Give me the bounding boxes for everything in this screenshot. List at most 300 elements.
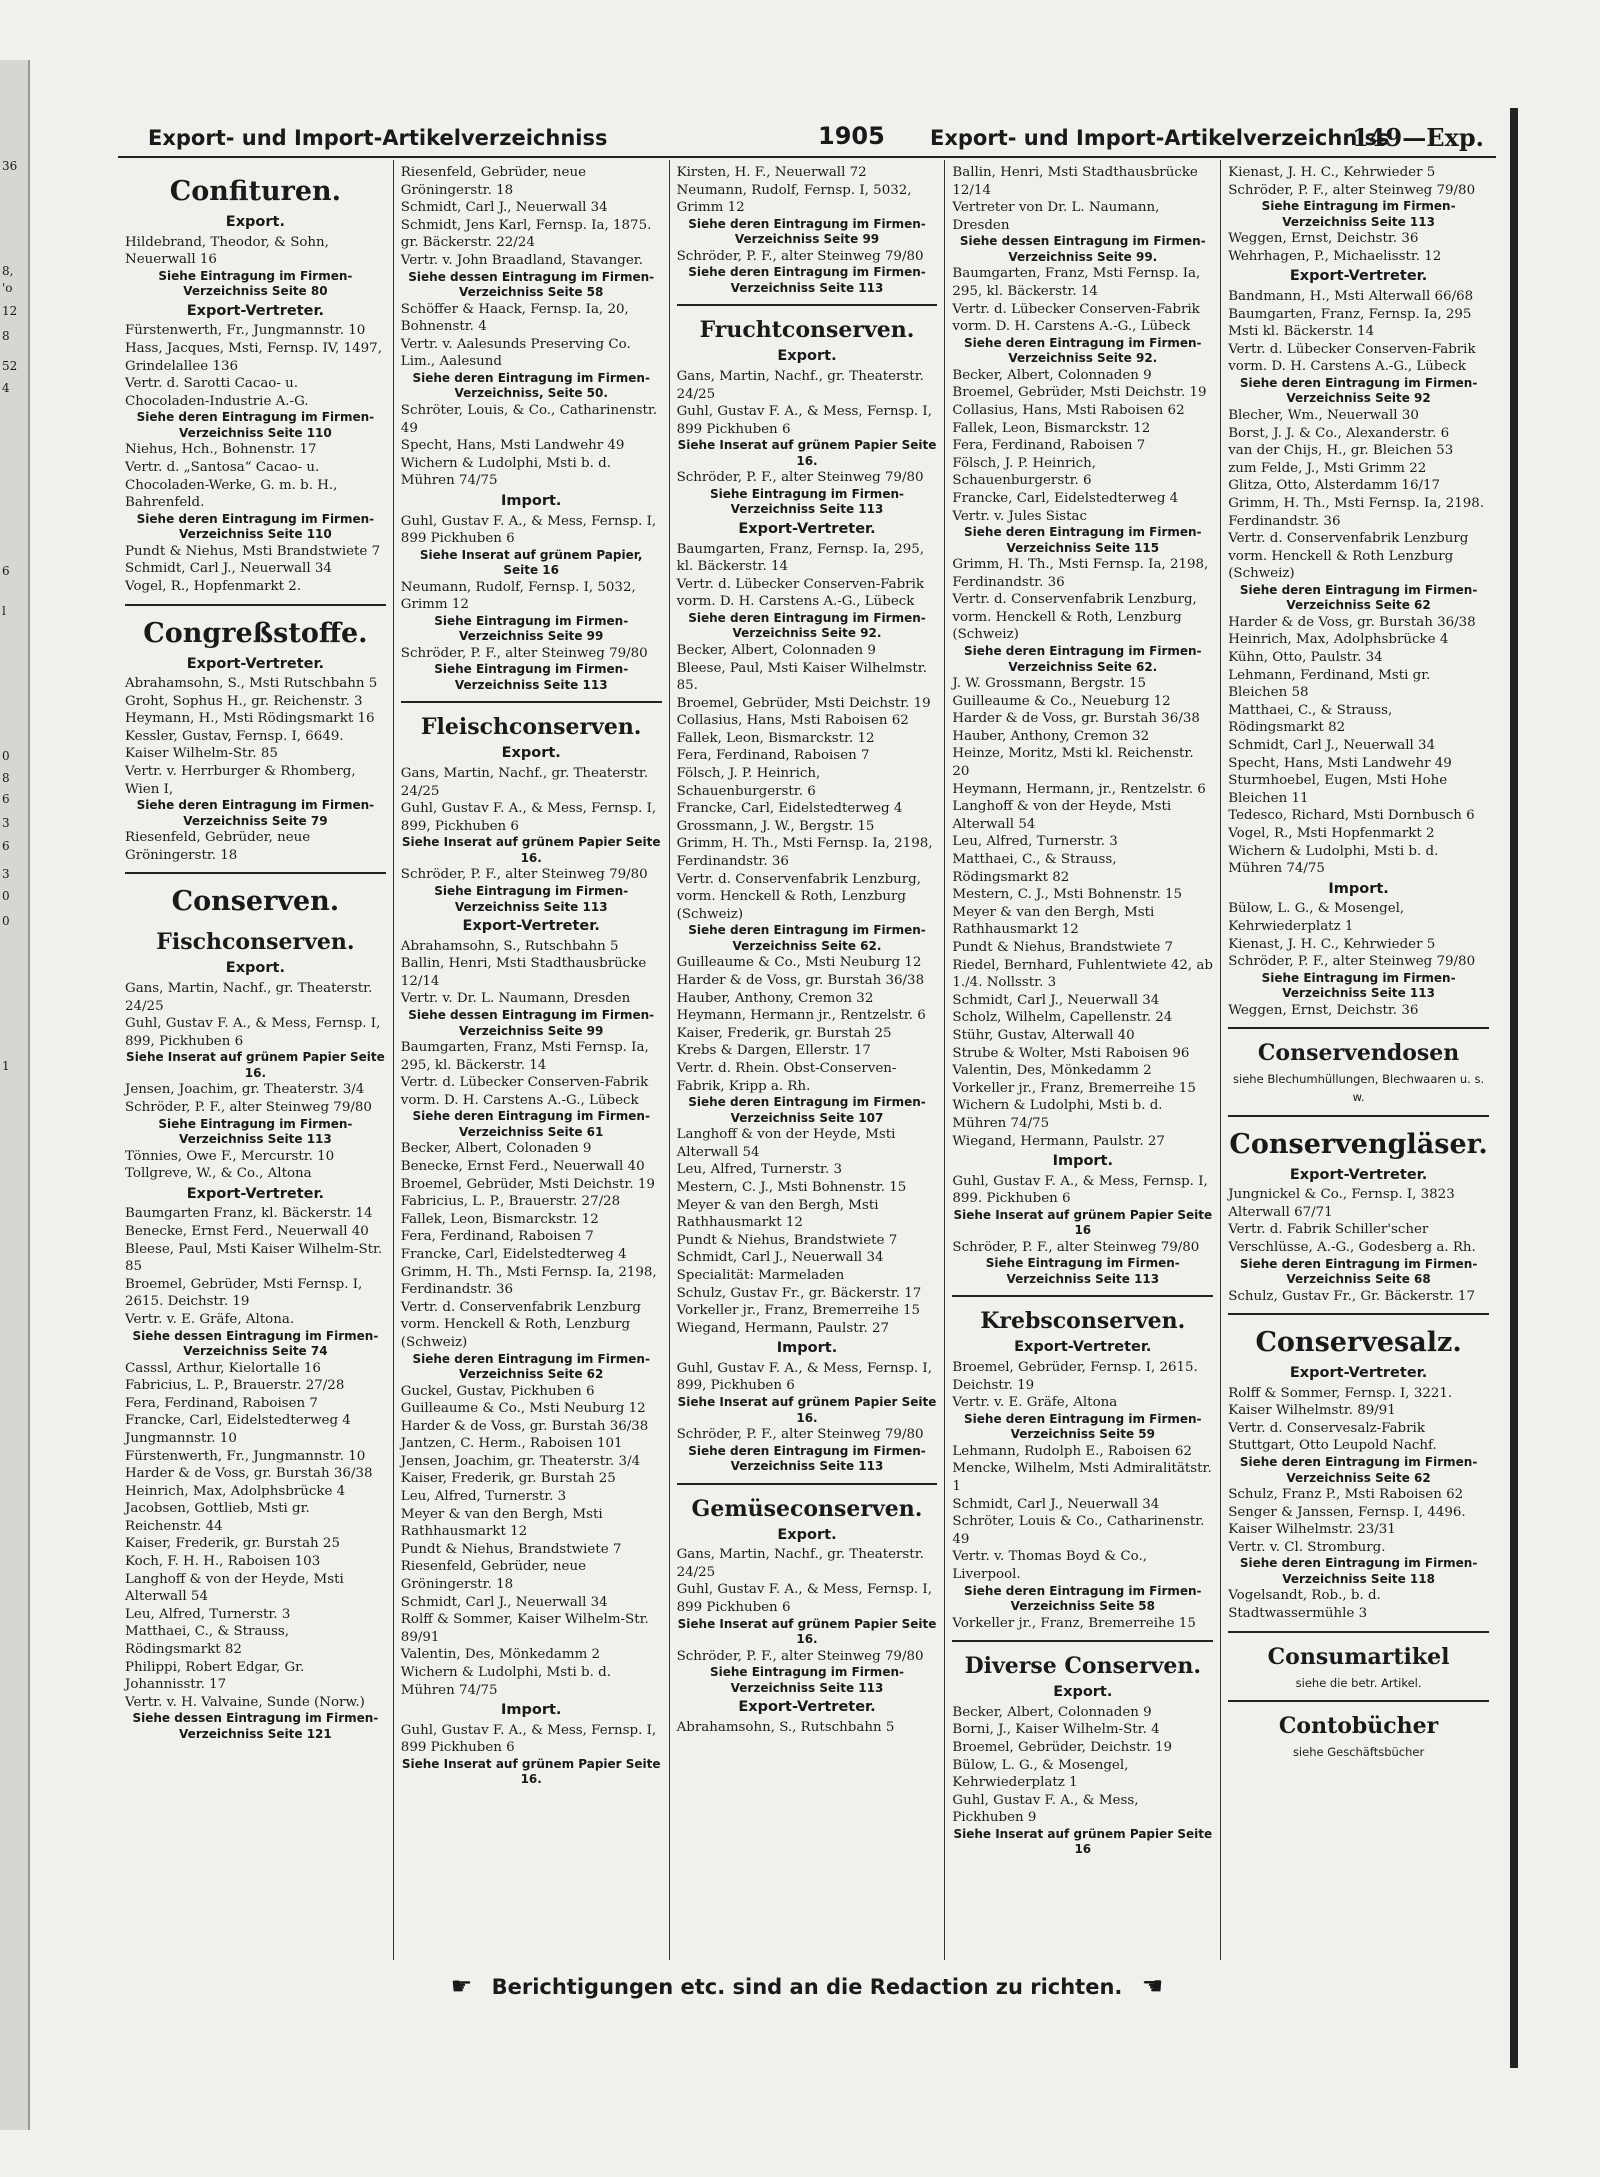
directory-entry: Guhl, Gustav F. A., & Mess, Fernsp. I, 899 Pickhuben 6 xyxy=(400,1722,657,1756)
directory-entry: Baumgarten, Franz, Fernsp. Ia, 295 Msti kl. Bäckerstr. 14 xyxy=(1228,306,1472,340)
directory-entry: Vorkeller jr., Franz, Bremerreihe 15 xyxy=(952,1080,1196,1096)
directory-entry: Tollgreve, W., & Co., Altona xyxy=(125,1166,312,1182)
directory-entry: Riesenfeld, Gebrüder, neue Gröningerstr. 18 xyxy=(400,165,587,198)
cross-reference-note: Siehe Inserat auf grünem Papier, Seite 16 xyxy=(419,547,643,578)
cross-reference-note: Siehe dessen Eintragung im Firmen-Verzeichniss Seite 99. xyxy=(959,234,1206,264)
directory-entry: Schmidt, Carl J., Neuerwall 34 xyxy=(676,1250,884,1266)
cross-reference-note: Siehe deren Eintragung im Firmen-Verzeichniss Seite 59 xyxy=(964,1411,1202,1442)
directory-entry: Schmidt, Jens Karl, Fernsp. Ia, 1875. gr. Bäckerstr. 22/24 xyxy=(400,217,652,251)
directory-entry: Schmidt, Carl J., Neuerwall 34 xyxy=(125,561,332,577)
directory-entry: Schröter, Louis & Co., Catharinenstr. 49 xyxy=(952,1514,1205,1547)
directory-entry: Matthaei, C., & Strauss, Rödingsmarkt 82 xyxy=(952,852,1117,885)
category-label: Import. xyxy=(500,492,562,509)
directory-entry: Wichern & Ludolphi, Msti b. d. Mühren 74/75 xyxy=(952,1098,1163,1131)
pointing-hand-right-icon: ☚ xyxy=(1141,1972,1164,2000)
section-divider xyxy=(1228,1115,1489,1117)
directory-entry: Harder & de Voss, gr. Burstah 36/38 xyxy=(1228,614,1476,630)
category-label: Export. xyxy=(501,745,561,762)
directory-entry: Vertr. d. Sarotti Cacao- u. Chocoladen-Industrie A.-G. xyxy=(125,376,309,409)
directory-entry: Meyer & van den Bergh, Msti Rathhausmarkt 12 xyxy=(400,1506,603,1540)
directory-entry: Schröder, P. F., alter Steinweg 79/80 xyxy=(676,1648,924,1664)
header-year: 1905 xyxy=(818,122,885,150)
directory-entry: Fölsch, J. P. Heinrich, Schauenburgerstr. 6 xyxy=(952,455,1097,489)
directory-entry: Heymann, Hermann, jr., Rentzelstr. 6 xyxy=(952,781,1206,797)
category-label: Import. xyxy=(776,1340,838,1357)
directory-entry: Vertr. v. E. Gräfe, Altona xyxy=(952,1395,1118,1411)
directory-entry: Fera, Ferdinand, Raboisen 7 xyxy=(400,1229,594,1245)
section-divider xyxy=(1228,1027,1489,1029)
directory-entry: Kessler, Gustav, Fernsp. I, 6649. Kaiser Wilhelm-Str. 85 xyxy=(125,728,344,762)
directory-entry: Grimm, H. Th., Msti Fernsp. Ia, 2198. Ferdinandstr. 36 xyxy=(1228,495,1485,529)
cross-reference-note: Siehe Inserat auf grünem Papier Seite 16. xyxy=(401,1756,661,1787)
directory-entry: Meyer & van den Bergh, Msti Rathhausmarkt 12 xyxy=(676,1197,879,1231)
directory-entry: Vertr. v. Jules Sistac xyxy=(952,508,1087,524)
cross-reference-note: Siehe deren Eintragung im Firmen-Verzeichniss Seite 79 xyxy=(136,798,375,828)
directory-entry: Kühn, Otto, Paulstr. 34 xyxy=(1228,650,1383,666)
see-also-note: siehe die betr. Artikel. xyxy=(1295,1675,1422,1690)
directory-entry: Bülow, L. G., & Mosengel, Kehrwiederplatz 1 xyxy=(952,1757,1129,1791)
directory-entry: Neumann, Rudolf, Fernsp. I, 5032, Grimm 12 xyxy=(676,182,912,216)
directory-entry: Fabricius, L. P., Brauerstr. 27/28 xyxy=(125,1378,345,1394)
section-heading: Confituren. xyxy=(169,176,342,207)
directory-entry: Heymann, H., Msti Rödingsmarkt 16 xyxy=(125,711,375,727)
directory-entry: Jacobsen, Gottlieb, Msti gr. Reichenstr. 44 xyxy=(125,1501,310,1534)
directory-entry: Baumgarten, Franz, Msti Fernsp. Ia, 295, kl. Bäckerstr. 14 xyxy=(952,266,1201,299)
directory-entry: zum Felde, J., Msti Grimm 22 xyxy=(1228,460,1427,476)
directory-entry: Langhoff & von der Heyde, Msti Alterwall 54 xyxy=(125,1571,344,1605)
directory-entry: Vertr. v. Dr. L. Naumann, Dresden xyxy=(400,991,631,1007)
cross-reference-note: Siehe deren Eintragung im Firmen-Verzeichniss Seite 92 xyxy=(1239,375,1478,406)
directory-entry: Valentin, Des, Mönkedamm 2 xyxy=(952,1063,1152,1079)
cross-reference-note: Siehe deren Eintragung im Firmen-Verzeichniss Seite 115 xyxy=(964,525,1202,555)
directory-entry: Abrahamsohn, S., Rutschbahn 5 xyxy=(676,1719,895,1735)
directory-entry: Fera, Ferdinand, Raboisen 7 xyxy=(125,1395,318,1411)
directory-entry: Wehrhagen, P., Michaelisstr. 12 xyxy=(1228,248,1442,264)
directory-entry: Schröder, P. F., alter Steinweg 79/80 xyxy=(1228,954,1476,970)
directory-entry: Vertreter von Dr. L. Naumann, Dresden xyxy=(952,200,1160,233)
directory-entry: Mestern, C. J., Msti Bohnenstr. 15 xyxy=(676,1179,907,1195)
category-label: Export-Vertreter. xyxy=(738,520,876,537)
directory-entry: Grimm, H. Th., Msti Fernsp. Ia, 2198, Ferdinandstr. 36 xyxy=(676,836,933,870)
cross-reference-note: Siehe Inserat auf grünem Papier Seite 16. xyxy=(677,1395,937,1425)
directory-entry: Becker, Albert, Colonnaden 9 xyxy=(952,1704,1152,1720)
directory-entry: Grimm, H. Th., Msti Fernsp. Ia, 2198, Ferdinandstr. 36 xyxy=(400,1264,657,1298)
directory-entry: Senger & Janssen, Fernsp. I, 4496. Kaiser Wilhelmstr. 23/31 xyxy=(1228,1504,1466,1538)
directory-entry: Ballin, Henri, Msti Stadthausbrücke 12/14 xyxy=(400,956,647,989)
directory-entry: Leu, Alfred, Turnerstr. 3 xyxy=(125,1606,291,1622)
cross-reference-note: Siehe dessen Eintragung im Firmen-Verzeichniss Seite 74 xyxy=(132,1328,379,1359)
directory-entry: Langhoff & von der Heyde, Msti Alterwall 54 xyxy=(952,799,1172,832)
see-also-note: siehe Geschäftsbücher xyxy=(1292,1745,1425,1760)
category-label: Export. xyxy=(777,348,837,365)
directory-entry: Lehmann, Rudolph E., Raboisen 62 xyxy=(952,1443,1192,1459)
directory-entry: Vertr. d. Conservesalz-Fabrik Stuttgart, Otto Leupold Nachf. xyxy=(1228,1420,1437,1454)
directory-entry: Rolff & Sommer, Fernsp. I, 3221. Kaiser Wilhelmstr. 89/91 xyxy=(1228,1385,1453,1419)
directory-entry: Fürstenwerth, Fr., Jungmannstr. 10 xyxy=(125,323,366,339)
directory-entry: Jungmannstr. 10 xyxy=(125,1430,237,1446)
directory-entry: Lehmann, Ferdinand, Msti gr. Bleichen 58 xyxy=(1228,667,1431,701)
cross-reference-note: Siehe Inserat auf grünem Papier Seite 16 xyxy=(953,1826,1213,1857)
margin-mark: 'o xyxy=(2,281,13,295)
cross-reference-note: Siehe Inserat auf grünem Papier Seite 16 xyxy=(953,1207,1213,1238)
directory-entry: Broemel, Gebrüder, Deichstr. 19 xyxy=(952,1739,1172,1755)
directory-entry: Guilleaume & Co., Msti Neuburg 12 xyxy=(676,955,922,971)
cross-reference-note: Siehe deren Eintragung im Firmen-Verzeichniss Seite 99 xyxy=(688,216,926,247)
directory-entry: Fölsch, J. P. Heinrich, Schauenburgerstr. 6 xyxy=(676,766,821,799)
category-label: Export-Vertreter. xyxy=(462,918,600,935)
directory-entry: Langhoff & von der Heyde, Msti Alterwall 54 xyxy=(676,1127,896,1160)
directory-entry: Guhl, Gustav F. A., & Mess, Fernsp. I, 899, Pickhuben 6 xyxy=(125,1016,381,1049)
directory-entry: Vertr. v. Herrburger & Rhomberg, Wien I, xyxy=(125,764,356,797)
directory-entry: Fallek, Leon, Bismarckstr. 12 xyxy=(952,420,1151,436)
cross-reference-note: Siehe dessen Eintragung im Firmen-Verzeichniss Seite 121 xyxy=(132,1711,379,1741)
column-2 xyxy=(394,160,670,1960)
directory-entry: Heymann, Hermann jr., Rentzelstr. 6 xyxy=(676,1008,926,1024)
directory-entry: Niehus, Hch., Bohnenstr. 17 xyxy=(125,442,317,458)
cross-reference-note: Siehe deren Eintragung im Firmen-Verzeichniss Seite 113 xyxy=(688,1443,926,1474)
directory-entry: Jungnickel & Co., Fernsp. I, 3823 Alterwall 67/71 xyxy=(1228,1187,1455,1220)
section-divider xyxy=(677,1483,938,1485)
directory-entry: Bandmann, H., Msti Alterwall 66/68 xyxy=(1228,288,1474,304)
directory-entry: Kienast, J. H. C., Kehrwieder 5 xyxy=(1228,165,1436,180)
cross-reference-note: Siehe dessen Eintragung im Firmen-Verzeichniss Seite 58 xyxy=(408,269,655,300)
directory-entry: Vertr. d. Conservenfabrik Lenzburg vorm. Henckell & Roth, Lenzburg (Schweiz) xyxy=(400,1299,641,1350)
directory-entry: Schröder, P. F., alter Steinweg 79/80 xyxy=(1228,182,1476,198)
directory-entry: Specialität: Marmeladen xyxy=(676,1267,845,1283)
subsection-heading: Fleischconserven. xyxy=(420,714,642,741)
cross-reference-note: Siehe deren Eintragung im Firmen-Verzeichniss Seite 113 xyxy=(688,265,926,295)
directory-entry: Blecher, Wm., Neuerwall 30 xyxy=(1228,407,1419,423)
directory-entry: Becker, Albert, Colonnaden 9 xyxy=(676,642,876,658)
directory-entry: Jensen, Joachim, gr. Theaterstr. 3/4 xyxy=(400,1453,641,1469)
cross-reference-note: Siehe Inserat auf grünem Papier Seite 16. xyxy=(126,1050,385,1080)
directory-entry: Fera, Ferdinand, Raboisen 7 xyxy=(952,438,1146,454)
subsection-heading: Fischconserven. xyxy=(156,929,355,956)
cross-reference-note: Siehe Eintragung im Firmen-Verzeichniss Seite 113 xyxy=(434,662,629,692)
margin-mark: l xyxy=(2,604,6,618)
directory-entry: Bülow, L. G., & Mosengel, Kehrwiederplatz 1 xyxy=(1228,901,1405,934)
directory-columns xyxy=(118,160,1496,1960)
directory-entry: van der Chijs, H., gr. Bleichen 53 xyxy=(1228,443,1454,459)
directory-entry: Benecke, Ernst Ferd., Neuerwall 40 xyxy=(400,1158,645,1174)
directory-entry: Groht, Sophus H., gr. Reichenstr. 3 xyxy=(125,693,363,709)
directory-entry: Guilleaume & Co., Msti Neuburg 12 xyxy=(400,1401,646,1417)
cross-reference-note: Siehe deren Eintragung im Firmen-Verzeichniss Seite 62. xyxy=(964,644,1202,674)
directory-entry: Pundt & Niehus, Brandstwiete 7 xyxy=(400,1541,622,1557)
section-heading: Congreßstoffe. xyxy=(143,617,368,649)
directory-entry: Vertr. v. E. Gräfe, Altona. xyxy=(125,1311,295,1327)
directory-entry: Vertr. d. Lübecker Conserven-Fabrik vorm. D. H. Carstens A.-G., Lübeck xyxy=(952,301,1200,335)
directory-entry: Philippi, Robert Edgar, Gr. Johannisstr. 17 xyxy=(125,1659,305,1693)
margin-mark: 8 xyxy=(2,329,10,343)
directory-entry: Schröder, P. F., alter Steinweg 79/80 xyxy=(676,470,924,486)
directory-entry: Specht, Hans, Msti Landwehr 49 xyxy=(400,438,625,454)
directory-entry: Schmidt, Carl J., Neuerwall 34 xyxy=(952,1496,1160,1512)
directory-entry: Valentin, Des, Mönkedamm 2 xyxy=(400,1647,601,1663)
directory-entry: Matthaei, C., & Strauss, Rödingsmarkt 82 xyxy=(125,1624,290,1658)
directory-entry: Vertr. d. Fabrik Schiller'scher Verschlüsse, A.-G., Godesberg a. Rh. xyxy=(1228,1222,1476,1255)
directory-entry: Collasius, Hans, Msti Raboisen 62 xyxy=(952,402,1185,418)
category-label: Export. xyxy=(1053,1684,1113,1701)
directory-entry: Jantzen, C. Herm., Raboisen 101 xyxy=(400,1436,623,1452)
directory-entry: Becker, Albert, Colonaden 9 xyxy=(400,1141,592,1157)
margin-mark: 0 xyxy=(2,889,10,903)
directory-entry: Fabricius, L. P., Brauerstr. 27/28 xyxy=(400,1194,621,1210)
directory-entry: Casssl, Arthur, Kielortalle 16 xyxy=(125,1360,321,1376)
directory-entry: Jensen, Joachim, gr. Theaterstr. 3/4 xyxy=(125,1082,365,1098)
directory-entry: Vogel, R., Msti Hopfenmarkt 2 xyxy=(1228,826,1435,841)
cross-reference-note: Siehe Eintragung im Firmen-Verzeichniss Seite 113 xyxy=(1261,199,1456,229)
category-label: Export-Vertreter. xyxy=(186,1185,325,1202)
directory-entry: Strube & Wolter, Msti Raboisen 96 xyxy=(952,1045,1190,1061)
cross-reference-note: Siehe Inserat auf grünem Papier Seite 16. xyxy=(677,1616,937,1647)
directory-entry: Abrahamsohn, S., Rutschbahn 5 xyxy=(400,938,619,954)
directory-entry: Kienast, J. H. C., Kehrwieder 5 xyxy=(1228,936,1436,952)
margin-mark: 6 xyxy=(2,564,10,578)
directory-entry: Schulz, Franz P., Msti Raboisen 62 xyxy=(1228,1487,1464,1503)
directory-entry: Borni, J., Kaiser Wilhelm-Str. 4 xyxy=(952,1722,1160,1738)
directory-entry: Wichern & Ludolphi, Msti b. d. Mühren 74/75 xyxy=(400,455,611,489)
margin-mark: 52 xyxy=(2,359,18,373)
directory-entry: Harder & de Voss, gr. Burstah 36/38 xyxy=(952,711,1200,727)
directory-entry: Hauber, Anthony, Cremon 32 xyxy=(952,728,1150,744)
cross-reference-note: Siehe deren Eintragung im Firmen-Verzeichniss Seite 62. xyxy=(688,923,926,953)
directory-entry: Rolff & Sommer, Kaiser Wilhelm-Str. 89/91 xyxy=(400,1612,649,1645)
directory-entry: Gans, Martin, Nachf., gr. Theaterstr. 24/25 xyxy=(676,368,924,402)
directory-entry: Krebs & Dargen, Ellerstr. 17 xyxy=(676,1043,871,1059)
section-divider xyxy=(952,1295,1213,1297)
directory-entry: Francke, Carl, Eidelstedterweg 4 xyxy=(400,1246,627,1262)
directory-entry: Broemel, Gebrüder, Msti Deichstr. 19 xyxy=(676,695,931,711)
directory-entry: Kirsten, H. F., Neuerwall 72 xyxy=(676,165,867,180)
margin-mark: 0 xyxy=(2,914,10,928)
see-also-note: siehe Blechumhüllungen, Blechwaaren u. s. w. xyxy=(1233,1072,1485,1104)
category-label: Export-Vertreter. xyxy=(1289,1365,1428,1382)
directory-entry: Guhl, Gustav F. A., & Mess, Fernsp. I, 899 Pickhuben 6 xyxy=(400,513,657,547)
directory-entry: Fera, Ferdinand, Raboisen 7 xyxy=(676,748,870,764)
directory-entry: Glitza, Otto, Alsterdamm 16/17 xyxy=(1228,478,1441,494)
footer-text: Berichtigungen etc. sind an die Redaction zu richten. xyxy=(491,1975,1123,1999)
directory-entry: Broemel, Gebrüder, Fernsp. I, 2615. Deichstr. 19 xyxy=(952,1360,1198,1393)
column-3 xyxy=(670,160,946,1960)
directory-entry: Broemel, Gebrüder, Msti Deichstr. 19 xyxy=(952,385,1207,401)
directory-entry: Guhl, Gustav F. A., & Mess, Pickhuben 9 xyxy=(952,1792,1139,1826)
directory-entry: Schulz, Gustav Fr., gr. Bäckerstr. 17 xyxy=(676,1285,922,1301)
directory-entry: Riesenfeld, Gebrüder, neue Gröningerstr. 18 xyxy=(400,1559,587,1593)
cross-reference-note: Siehe Eintragung im Firmen-Verzeichniss Seite 80 xyxy=(158,268,353,299)
directory-entry: Fallek, Leon, Bismarckstr. 12 xyxy=(400,1211,599,1227)
directory-entry: Schmidt, Carl J., Neuerwall 34 xyxy=(952,992,1160,1008)
cross-reference-note: Siehe deren Eintragung im Firmen-Verzeichniss Seite 68 xyxy=(1239,1256,1478,1286)
directory-entry: Kaiser, Frederik, gr. Burstah 25 xyxy=(125,1536,340,1552)
subsection-heading: Diverse Conserven. xyxy=(964,1653,1201,1680)
directory-entry: Schröder, P. F., alter Steinweg 79/80 xyxy=(400,867,648,883)
directory-entry: Vertr. d. Rhein. Obst-Conserven-Fabrik, Kripp a. Rh. xyxy=(676,1060,897,1094)
cross-reference-note: Siehe deren Eintragung im Firmen-Verzeichniss Seite 92. xyxy=(964,335,1202,366)
directory-entry: Guhl, Gustav F. A., & Mess, Fernsp. I, 899. Pickhuben 6 xyxy=(952,1173,1208,1207)
pointing-hand-left-icon: ☛ xyxy=(450,1972,473,2000)
cross-reference-note: Siehe deren Eintragung im Firmen-Verzeichniss Seite 62 xyxy=(1239,582,1478,613)
directory-entry: Vertr. d. „Santosa“ Cacao- u. Chocoladen-Werke, G. m. b. H., Bahrenfeld. xyxy=(125,459,338,511)
directory-entry: Francke, Carl, Eidelstedterweg 4 xyxy=(125,1413,351,1429)
directory-entry: Vogelsandt, Rob., b. d. Stadtwassermühle 3 xyxy=(1228,1588,1381,1622)
directory-entry: Guhl, Gustav F. A., & Mess, Fernsp. I, 899 Pickhuben 6 xyxy=(676,1582,932,1616)
cross-reference-note: Siehe Eintragung im Firmen-Verzeichniss Seite 99 xyxy=(434,613,629,644)
header-left-title: Export- und Import-Artikelverzeichniss xyxy=(148,126,608,150)
directory-entry: Schmidt, Carl J., Neuerwall 34 xyxy=(1228,738,1436,754)
cross-reference-note: Siehe Inserat auf grünem Papier Seite 16. xyxy=(677,438,937,468)
directory-entry: Guhl, Gustav F. A., & Mess, Fernsp. I, 899 Pickhuben 6 xyxy=(676,404,932,437)
subsection-heading: Contobücher xyxy=(1278,1713,1439,1740)
directory-entry: Guhl, Gustav F. A., & Mess, Fernsp. I, 899, Pickhuben 6 xyxy=(400,801,657,834)
margin-mark: 6 xyxy=(2,839,10,853)
directory-entry: Ballin, Henri, Msti Stadthausbrücke 12/14 xyxy=(952,165,1198,198)
directory-entry: Baumgarten, Franz, Fernsp. Ia, 295, kl. Bäckerstr. 14 xyxy=(676,541,925,575)
cross-reference-note: Siehe Eintragung im Firmen-Verzeichniss Seite 113 xyxy=(709,1665,904,1695)
directory-entry: Specht, Hans, Msti Landwehr 49 xyxy=(1228,755,1452,771)
column-1 xyxy=(118,160,394,1960)
section-divider xyxy=(952,1640,1213,1642)
directory-entry: Vertr. d. Conservenfabrik Lenzburg vorm. Henckell & Roth Lenzburg (Schweiz) xyxy=(1228,531,1469,582)
directory-entry: Leu, Alfred, Turnerstr. 3 xyxy=(676,1162,842,1178)
subsection-heading: Fruchtconserven. xyxy=(699,317,915,344)
section-divider xyxy=(125,604,386,606)
cross-reference-note: Siehe Eintragung im Firmen-Verzeichniss Seite 113 xyxy=(158,1116,353,1147)
directory-entry: Benecke, Ernst Ferd., Neuerwall 40 xyxy=(125,1223,369,1239)
directory-entry: Pundt & Niehus, Msti Brandstwiete 7 xyxy=(125,543,381,559)
directory-entry: Fürstenwerth, Fr., Jungmannstr. 10 xyxy=(125,1448,366,1464)
directory-entry: Weggen, Ernst, Deichstr. 36 xyxy=(1228,1002,1419,1018)
cross-reference-note: Siehe deren Eintragung im Firmen-Verzeichniss Seite 118 xyxy=(1239,1556,1478,1586)
category-label: Import. xyxy=(1052,1153,1113,1170)
category-label: Import. xyxy=(1328,880,1389,897)
category-label: Export-Vertreter. xyxy=(738,1699,876,1716)
directory-entry: Riedel, Bernhard, Fuhlentwiete 42, ab 1./4. Nollsstr. 3 xyxy=(952,957,1213,991)
directory-entry: Vertr. d. Lübecker Conserven-Fabrik vorm. D. H. Carstens A.-G., Lübeck xyxy=(676,576,924,610)
directory-entry: Borst, J. J. & Co., Alexanderstr. 6 xyxy=(1228,425,1450,441)
directory-entry: Schmidt, Carl J., Neuerwall 34 xyxy=(400,1594,608,1610)
section-heading: Conserven. xyxy=(171,886,340,918)
subsection-heading: Krebsconserven. xyxy=(980,1308,1186,1335)
directory-entry: Pundt & Niehus, Brandstwiete 7 xyxy=(676,1232,898,1248)
directory-entry: Harder & de Voss, gr. Burstah 36/38 xyxy=(676,973,925,988)
category-label: Export. xyxy=(225,960,285,977)
directory-entry: Vertr. v. John Braadland, Stavanger. xyxy=(400,252,643,268)
directory-entry: Schröder, P. F., alter Steinweg 79/80 xyxy=(400,645,648,661)
directory-entry: Vertr. d. Lübecker Conserven-Fabrik vorm. D. H. Carstens A.-G., Lübeck xyxy=(400,1075,649,1108)
directory-entry: Riesenfeld, Gebrüder, neue Gröningerstr. 18 xyxy=(125,830,311,863)
directory-entry: Francke, Carl, Eidelstedterweg 4 xyxy=(676,801,903,817)
directory-entry: Bleese, Paul, Msti Kaiser Wilhelm-Str. 85 xyxy=(125,1241,383,1275)
directory-entry: Wiegand, Hermann, Paulstr. 27 xyxy=(952,1133,1165,1149)
directory-entry: Heinrich, Max, Adolphsbrücke 4 xyxy=(125,1483,346,1499)
cross-reference-note: Siehe deren Eintragung im Firmen-Verzeichniss Seite 110 xyxy=(136,511,375,542)
margin-mark: 4 xyxy=(2,381,10,395)
cross-reference-note: Siehe deren Eintragung im Firmen-Verzeichniss Seite 61 xyxy=(412,1109,650,1139)
directory-entry: Vertr. v. Aalesunds Preserving Co. Lim., Aalesund xyxy=(400,336,631,370)
margin-mark: 36 xyxy=(2,159,18,173)
directory-entry: Vertr. v. Cl. Stromburg. xyxy=(1228,1539,1386,1555)
category-label: Export-Vertreter. xyxy=(186,302,325,319)
directory-entry: Wiegand, Hermann, Paulstr. 27 xyxy=(676,1320,890,1336)
directory-entry: Heinrich, Max, Adolphsbrücke 4 xyxy=(1228,632,1449,648)
directory-entry: Hass, Jacques, Msti, Fernsp. IV, 1497, Grindelallee 136 xyxy=(125,340,382,374)
directory-entry: Schröder, P. F., alter Steinweg 79/80 xyxy=(676,248,924,264)
margin-mark: 3 xyxy=(2,816,10,830)
page-footer xyxy=(118,1972,1496,2000)
directory-entry: Koch, F. H. H., Raboisen 103 xyxy=(125,1554,321,1570)
directory-entry: Collasius, Hans, Msti Raboisen 62 xyxy=(676,713,909,729)
header-right-title: Export- und Import-Artikelverzeichniss xyxy=(930,126,1390,150)
category-label: Export-Vertreter. xyxy=(1289,268,1428,285)
directory-entry: Gans, Martin, Nachf., gr. Theaterstr. 24/25 xyxy=(676,1547,924,1580)
directory-entry: Broemel, Gebrüder, Msti Deichstr. 19 xyxy=(400,1176,655,1192)
directory-entry: Guilleaume & Co., Neueburg 12 xyxy=(952,693,1171,709)
category-label: Export-Vertreter. xyxy=(186,655,325,672)
section-heading: Conservengläser. xyxy=(1229,1128,1488,1160)
directory-entry: Weggen, Ernst, Deichstr. 36 xyxy=(1228,231,1419,247)
directory-entry: Tönnies, Owe F., Mercurstr. 10 xyxy=(125,1148,335,1164)
directory-entry: Vorkeller jr., Franz, Bremerreihe 15 xyxy=(676,1303,921,1319)
directory-entry: Vertr. v. Thomas Boyd & Co., Liverpool. xyxy=(952,1549,1147,1582)
directory-entry: Guhl, Gustav F. A., & Mess, Fernsp. I, 899, Pickhuben 6 xyxy=(676,1360,932,1394)
directory-entry: Schröder, P. F., alter Steinweg 79/80 xyxy=(125,1100,372,1115)
directory-entry: Schöffer & Haack, Fernsp. Ia, 20, Bohnenstr. 4 xyxy=(400,301,629,335)
directory-entry: Stühr, Gustav, Alterwall 40 xyxy=(952,1027,1135,1043)
directory-entry: Harder & de Voss, gr. Burstah 36/38 xyxy=(400,1418,649,1434)
directory-entry: Pundt & Niehus, Brandstwiete 7 xyxy=(952,939,1174,955)
directory-entry: Gans, Martin, Nachf., gr. Theaterstr. 24/25 xyxy=(400,766,649,799)
column-5 xyxy=(1221,160,1496,1960)
directory-entry: Leu, Alfred, Turnerstr. 3 xyxy=(952,834,1118,850)
cross-reference-note: Siehe dessen Eintragung im Firmen-Verzeichniss Seite 99 xyxy=(408,1008,655,1038)
cross-reference-note: Siehe Inserat auf grünem Papier Seite 16. xyxy=(401,835,661,865)
cross-reference-note: Siehe deren Eintragung im Firmen-Verzeichniss Seite 58 xyxy=(964,1583,1202,1614)
directory-entry: Hauber, Anthony, Cremon 32 xyxy=(676,990,874,1006)
margin-mark: 1 xyxy=(2,1059,10,1073)
directory-entry: Schröder, P. F., alter Steinweg 79/80 xyxy=(952,1239,1200,1255)
left-margin-marks xyxy=(0,60,28,2130)
subsection-heading: Gemüseconserven. xyxy=(691,1495,923,1522)
directory-entry: Schröter, Louis, & Co., Catharinenstr. 49 xyxy=(400,402,658,436)
directory-entry: Baumgarten, Franz, Msti Fernsp. Ia, 295, kl. Bäckerstr. 14 xyxy=(400,1040,649,1073)
directory-entry: Vorkeller jr., Franz, Bremerreihe 15 xyxy=(952,1615,1196,1631)
category-label: Export-Vertreter. xyxy=(1014,1339,1152,1356)
directory-entry: Francke, Carl, Eidelstedterweg 4 xyxy=(952,490,1179,506)
directory-entry: Wichern & Ludolphi, Msti b. d. Mühren 74/75 xyxy=(400,1665,611,1698)
section-divider xyxy=(1228,1700,1489,1702)
directory-entry: Guckel, Gustav, Pickhuben 6 xyxy=(400,1383,595,1399)
directory-entry: Vertr. d. Conservenfabrik Lenzburg, vorm. Henckell & Roth, Lenzburg (Schweiz) xyxy=(676,871,921,922)
directory-entry: Harder & de Voss, gr. Burstah 36/38 xyxy=(125,1466,373,1482)
directory-entry: Gans, Martin, Nachf., gr. Theaterstr. 24/25 xyxy=(125,981,373,1014)
directory-entry: J. W. Grossmann, Bergstr. 15 xyxy=(952,676,1146,692)
cross-reference-note: Siehe deren Eintragung im Firmen-Verzeichniss Seite 62 xyxy=(1239,1455,1478,1485)
margin-mark: 8, xyxy=(2,264,14,278)
cross-reference-note: Siehe deren Eintragung im Firmen-Verzeichniss Seite 107 xyxy=(688,1095,926,1125)
directory-entry: Broemel, Gebrüder, Msti Fernsp. I, 2615. Deichstr. 19 xyxy=(125,1276,363,1310)
cross-reference-note: Siehe Eintragung im Firmen-Verzeichniss Seite 113 xyxy=(709,486,904,517)
directory-entry: Tedesco, Richard, Msti Dornbusch 6 xyxy=(1228,808,1475,824)
section-divider xyxy=(401,701,662,703)
directory-entry: Meyer & van den Bergh, Msti Rathhausmarkt 12 xyxy=(952,904,1155,938)
directory-entry: Neumann, Rudolf, Fernsp. I, 5032, Grimm 12 xyxy=(400,579,636,613)
column-4 xyxy=(945,160,1221,1960)
directory-entry: Bleese, Paul, Msti Kaiser Wilhelmstr. 85. xyxy=(676,660,927,694)
section-heading: Conservesalz. xyxy=(1255,1327,1462,1359)
directory-entry: Wichern & Ludolphi, Msti b. d. Mühren 74/75 xyxy=(1228,843,1439,877)
directory-entry: Leu, Alfred, Turnerstr. 3 xyxy=(400,1489,567,1505)
